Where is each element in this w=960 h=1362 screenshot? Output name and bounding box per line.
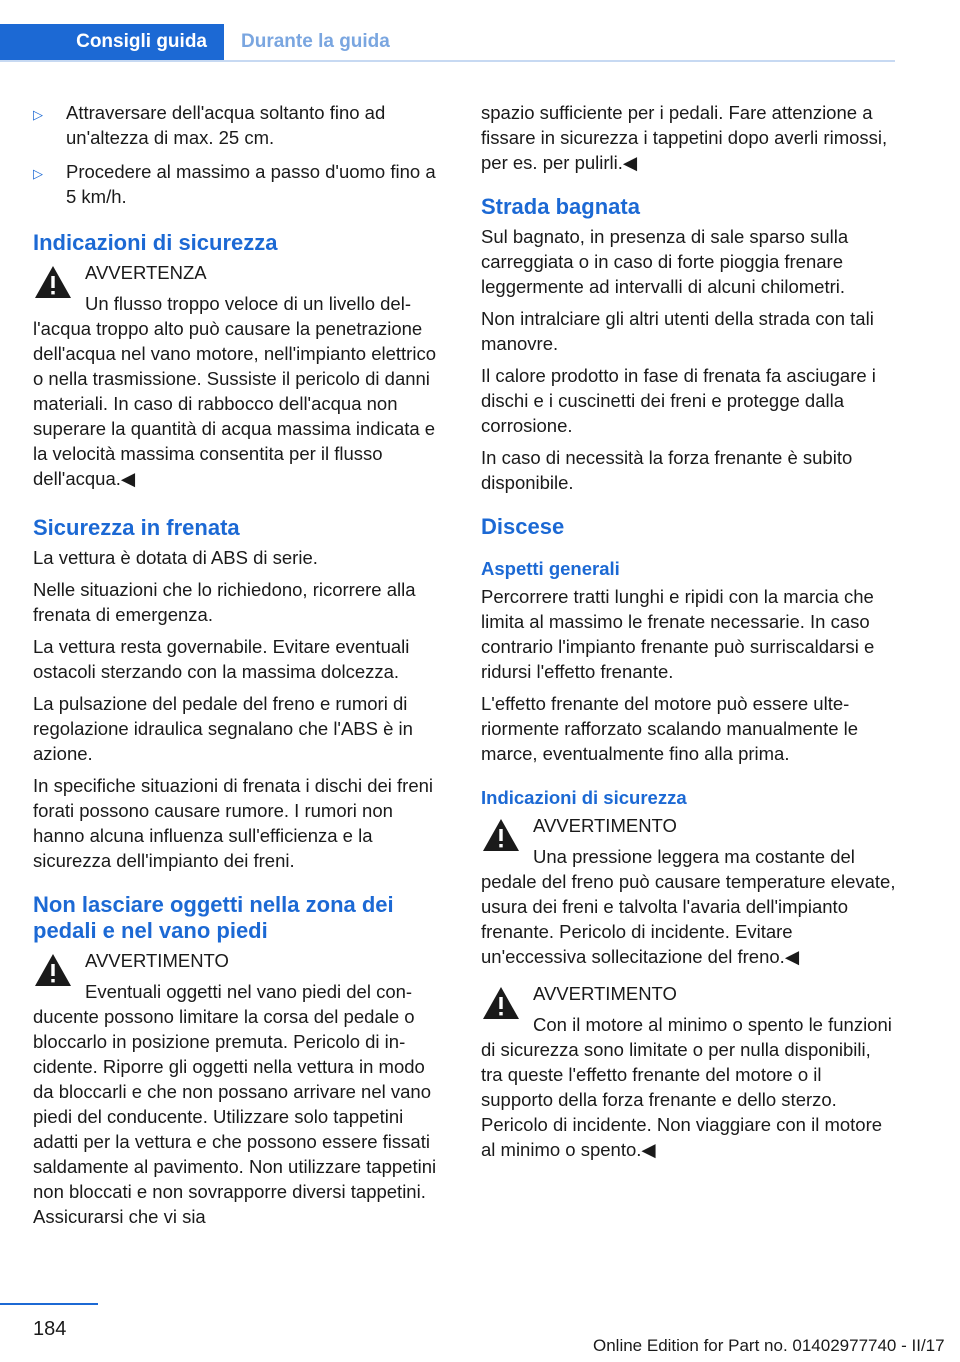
- paragraph: La vettura resta governabile. Evitare eventuali ostacoli sterzando con la massima dolcezza.: [33, 636, 410, 682]
- footer-divider: [0, 1303, 98, 1305]
- warning-box: [33, 948, 448, 1229]
- paragraph: In specifiche situazioni di frenata i dischi dei freni forati possono causare rumore. I rumori non hanno alcuna influenza sull'efficienza e la sicurezza dell'impianto dei freni.: [33, 775, 434, 871]
- paragraph: Percorrere tratti lunghi e ripidi con la marcia che limita al massimo le frenate necessarie. In caso contrario l'impianto frenante può surriscaldarsi e ridursi l'effetto frenante.: [481, 586, 875, 682]
- section-heading-braking: Sicurezza in frenata: [33, 515, 240, 540]
- list-item-text: Attraversare dell'acqua soltanto fino ad un'altezza di max. 25 cm.: [66, 102, 386, 148]
- subheading-general: Aspetti generali: [481, 558, 620, 579]
- section-heading-wet-road: Strada bagnata: [481, 194, 640, 219]
- paragraph: Non intralciare gli altri utenti della strada con tali manovre.: [481, 308, 874, 354]
- header-divider: [0, 60, 895, 62]
- paragraph: La vettura è dotata di ABS di serie.: [33, 547, 318, 568]
- warning-text: Un flusso troppo veloce di un livello dell'acqua troppo alto può causare la penetrazione dell'acqua nel vano motore, nell'impianto elettrico o nella trasmissione. Sussiste il pericolo di danni materiali. In caso di rabbocco dell'acqua non superare la quantità di acqua massima indicata e la velocità massima consentita per il flusso dell'acqua.◀: [33, 293, 436, 489]
- warning-text: Eventuali oggetti nel vano piedi del conducente possono limitare la corsa del pedale o bloccarlo in posizione premuta. Pericolo di incidente. Riporre gli oggetti nella vettura in modo da bloccarli e che non possano arrivare nel vano piedi del conducente. Utilizzare solo tappetini adatti per la vettura e che possono essere fissati saldamente al pavimento. Non utilizzare tappetini non bloccati e non sovrapporre diversi tappetini. Assicurarsi che vi sia: [33, 981, 437, 1227]
- section-heading-safety: Indicazioni di sicurezza: [33, 230, 278, 255]
- section-heading-descents: Discese: [481, 514, 565, 539]
- warning-box: [481, 981, 896, 1162]
- tab-consigli-guida[interactable]: Consigli guida: [0, 24, 224, 60]
- tab-durante-la-guida[interactable]: Durante la guida: [241, 31, 390, 52]
- triangle-bullet-icon: ▷: [33, 107, 43, 122]
- warning-icon: [481, 985, 521, 1021]
- warning-text: Con il motore al minimo o spento le funzioni di sicurezza sono limitate o per nulla disponibili, tra queste l'effetto frenante del motore o il supporto della forza frenante e dello sterzo. Pericolo di incidente. Non viaggiare con il motore al minimo o spento.◀: [481, 1014, 892, 1160]
- warning-text: Una pressione leggera ma costante del pedale del freno può causare temperature elevate, usura dei freni e talvolta l'avaria dell'impianto frenante. Pericolo di incidente. Evitare un'eccessiva sollecitazione del freno.◀: [481, 846, 896, 967]
- paragraph: L'effetto frenante del motore può essere ulteriormente rafforzato scalando manualmente le marce, eventualmente fino alla prima.: [481, 693, 859, 764]
- page-number: 184: [33, 1318, 67, 1340]
- paragraph: La pulsazione del pedale del freno e rumori di regolazione idraulica segnalano che l'ABS è in azione.: [33, 693, 413, 764]
- paragraph: spazio sufficiente per i pedali. Fare attenzione a fissare in sicurezza i tappetini dopo averli rimossi, per es. per pulirli.◀: [481, 102, 888, 173]
- warning-box: [33, 260, 448, 491]
- paragraph: Sul bagnato, in presenza di sale sparso sulla carreggiata o in caso di forte pioggia frenare leggermente ad intervalli di alcuni chilometri.: [481, 226, 849, 297]
- left-column: [33, 100, 448, 1229]
- warning-title: AVVERTENZA: [85, 262, 207, 283]
- triangle-bullet-icon: ▷: [33, 166, 43, 181]
- list-item-text: Procedere al massimo a passo d'uomo fino a 5 km/h.: [66, 161, 436, 207]
- warning-icon: [481, 817, 521, 853]
- list-item: [33, 100, 448, 150]
- warning-icon: [33, 952, 73, 988]
- paragraph: In caso di necessità la forza frenante è subito disponibile.: [481, 447, 853, 493]
- section-heading-objects: Non lasciare oggetti nella zona dei pedali e nel vano piedi: [33, 892, 394, 943]
- right-column: [481, 100, 896, 1162]
- warning-title: AVVERTIMENTO: [533, 815, 677, 836]
- subheading-safety: Indicazioni di sicurezza: [481, 787, 687, 808]
- warning-box: [481, 813, 896, 969]
- paragraph: Nelle situazioni che lo richiedono, ricorrere alla frenata di emergenza.: [33, 579, 416, 625]
- edition-info: Online Edition for Part no. 01402977740 - II/17: [593, 1336, 945, 1355]
- list-item: [33, 159, 448, 209]
- header-tabs: [0, 24, 895, 62]
- warning-title: AVVERTIMENTO: [533, 983, 677, 1004]
- paragraph: Il calore prodotto in fase di frenata fa asciugare i dischi e i cuscinetti dei freni e protegge dalla corrosione.: [481, 365, 876, 436]
- warning-title: AVVERTIMENTO: [85, 950, 229, 971]
- warning-icon: [33, 264, 73, 300]
